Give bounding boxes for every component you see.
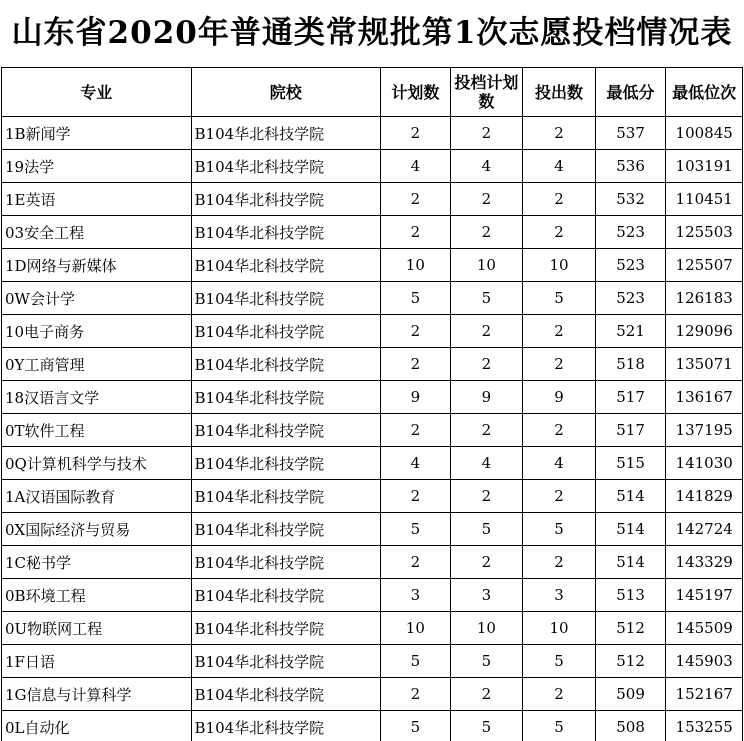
cell-min-score: 512 [595,612,666,645]
page-title: 山东省2020年普通类常规批第1次志愿投档情况表 [11,15,733,51]
cell-major: 1F日语 [2,645,192,678]
cell-min-rank: 129096 [666,315,743,348]
cell-file-plan: 2 [450,348,523,381]
cell-file-plan: 2 [450,117,523,150]
table-row [2,678,743,711]
cell-major: 0W会计学 [2,282,192,315]
cell-major: 0Q计算机科学与技术 [2,447,192,480]
cell-major: 1E英语 [2,183,192,216]
cell-min-score: 508 [595,711,666,741]
cell-file-plan: 9 [450,381,523,414]
cell-major: 0X国际经济与贸易 [2,513,192,546]
cell-school: B104华北科技学院 [191,645,381,678]
cell-major: 19法学 [2,150,192,183]
cell-min-rank: 145903 [666,645,743,678]
cell-plan: 2 [381,216,451,249]
cell-out: 2 [523,480,596,513]
cell-min-rank: 136167 [666,381,743,414]
cell-file-plan: 2 [450,480,523,513]
cell-plan: 4 [381,447,451,480]
cell-plan: 5 [381,711,451,741]
cell-file-plan: 10 [450,249,523,282]
cell-min-rank: 137195 [666,414,743,447]
cell-out: 10 [523,612,596,645]
cell-plan: 2 [381,678,451,711]
cell-min-rank: 141829 [666,480,743,513]
cell-major: 0L自动化 [2,711,192,741]
cell-file-plan: 5 [450,282,523,315]
cell-plan: 2 [381,183,451,216]
cell-out: 2 [523,117,596,150]
cell-school: B104华北科技学院 [191,183,381,216]
admission-table [1,67,743,741]
cell-file-plan: 4 [450,447,523,480]
table-row [2,150,743,183]
cell-min-score: 536 [595,150,666,183]
cell-min-score: 532 [595,183,666,216]
cell-min-score: 514 [595,480,666,513]
cell-min-rank: 153255 [666,711,743,741]
cell-out: 3 [523,579,596,612]
cell-school: B104华北科技学院 [191,414,381,447]
cell-out: 10 [523,249,596,282]
cell-min-rank: 126183 [666,282,743,315]
cell-min-score: 512 [595,645,666,678]
table-row [2,117,743,150]
cell-major: 1A汉语国际教育 [2,480,192,513]
table-row [2,381,743,414]
table-row [2,249,743,282]
cell-min-score: 523 [595,216,666,249]
cell-out: 5 [523,513,596,546]
header-major: 专业 [2,68,192,117]
cell-school: B104华北科技学院 [191,282,381,315]
cell-major: 1C秘书学 [2,546,192,579]
cell-min-score: 517 [595,414,666,447]
cell-school: B104华北科技学院 [191,480,381,513]
cell-major: 0U物联网工程 [2,612,192,645]
cell-plan: 9 [381,381,451,414]
cell-major: 0Y工商管理 [2,348,192,381]
cell-min-rank: 145197 [666,579,743,612]
cell-min-score: 517 [595,381,666,414]
cell-min-score: 509 [595,678,666,711]
cell-file-plan: 10 [450,612,523,645]
cell-min-rank: 103191 [666,150,743,183]
cell-min-score: 523 [595,249,666,282]
cell-file-plan: 2 [450,315,523,348]
cell-school: B104华北科技学院 [191,513,381,546]
cell-school: B104华北科技学院 [191,579,381,612]
table-row [2,612,743,645]
table-row [2,315,743,348]
cell-major: 1G信息与计算科学 [2,678,192,711]
cell-min-rank: 100845 [666,117,743,150]
cell-file-plan: 2 [450,216,523,249]
header-out: 投出数 [523,68,596,117]
cell-school: B104华北科技学院 [191,216,381,249]
cell-out: 2 [523,216,596,249]
cell-min-rank: 110451 [666,183,743,216]
cell-school: B104华北科技学院 [191,117,381,150]
cell-out: 5 [523,711,596,741]
cell-file-plan: 2 [450,546,523,579]
table-row [2,513,743,546]
cell-out: 9 [523,381,596,414]
cell-min-rank: 145509 [666,612,743,645]
header-file-plan: 投档计划数 [450,68,523,117]
cell-plan: 5 [381,513,451,546]
table-row [2,579,743,612]
cell-school: B104华北科技学院 [191,711,381,741]
cell-major: 10电子商务 [2,315,192,348]
cell-school: B104华北科技学院 [191,381,381,414]
cell-plan: 2 [381,315,451,348]
cell-file-plan: 4 [450,150,523,183]
cell-plan: 2 [381,414,451,447]
cell-out: 2 [523,348,596,381]
cell-out: 4 [523,447,596,480]
cell-min-rank: 142724 [666,513,743,546]
table-row [2,480,743,513]
cell-min-score: 515 [595,447,666,480]
cell-min-rank: 125503 [666,216,743,249]
cell-out: 5 [523,645,596,678]
cell-major: 0T软件工程 [2,414,192,447]
cell-plan: 2 [381,117,451,150]
cell-file-plan: 5 [450,645,523,678]
cell-school: B104华北科技学院 [191,249,381,282]
table-header-row [2,68,743,117]
table-row [2,447,743,480]
header-min-rank: 最低位次 [666,68,743,117]
cell-major: 18汉语言文学 [2,381,192,414]
table-row [2,645,743,678]
cell-file-plan: 2 [450,414,523,447]
cell-min-score: 514 [595,546,666,579]
cell-plan: 3 [381,579,451,612]
cell-min-score: 537 [595,117,666,150]
cell-out: 2 [523,183,596,216]
cell-min-rank: 135071 [666,348,743,381]
cell-min-rank: 152167 [666,678,743,711]
cell-plan: 2 [381,480,451,513]
cell-plan: 5 [381,282,451,315]
cell-out: 2 [523,315,596,348]
cell-out: 2 [523,546,596,579]
cell-school: B104华北科技学院 [191,678,381,711]
cell-out: 2 [523,414,596,447]
table-row [2,414,743,447]
cell-major: 1B新闻学 [2,117,192,150]
cell-plan: 2 [381,348,451,381]
cell-school: B104华北科技学院 [191,447,381,480]
cell-school: B104华北科技学院 [191,150,381,183]
cell-min-rank: 141030 [666,447,743,480]
cell-plan: 10 [381,612,451,645]
cell-school: B104华北科技学院 [191,348,381,381]
cell-out: 5 [523,282,596,315]
cell-school: B104华北科技学院 [191,546,381,579]
table-row [2,348,743,381]
cell-plan: 10 [381,249,451,282]
cell-min-score: 523 [595,282,666,315]
cell-file-plan: 5 [450,711,523,741]
table-row [2,282,743,315]
table-row [2,216,743,249]
cell-min-rank: 125507 [666,249,743,282]
cell-out: 4 [523,150,596,183]
header-plan: 计划数 [381,68,451,117]
cell-min-score: 514 [595,513,666,546]
cell-min-score: 518 [595,348,666,381]
header-school: 院校 [191,68,381,117]
table-row [2,711,743,741]
cell-plan: 5 [381,645,451,678]
cell-out: 2 [523,678,596,711]
table-row [2,183,743,216]
cell-min-score: 521 [595,315,666,348]
cell-school: B104华北科技学院 [191,612,381,645]
table-body [2,117,743,741]
table-row [2,546,743,579]
cell-major: 03安全工程 [2,216,192,249]
header-min-score: 最低分 [595,68,666,117]
cell-plan: 4 [381,150,451,183]
cell-file-plan: 3 [450,579,523,612]
cell-file-plan: 2 [450,183,523,216]
cell-file-plan: 2 [450,678,523,711]
cell-school: B104华北科技学院 [191,315,381,348]
cell-plan: 2 [381,546,451,579]
cell-major: 0B环境工程 [2,579,192,612]
cell-min-rank: 143329 [666,546,743,579]
cell-file-plan: 5 [450,513,523,546]
cell-major: 1D网络与新媒体 [2,249,192,282]
cell-min-score: 513 [595,579,666,612]
